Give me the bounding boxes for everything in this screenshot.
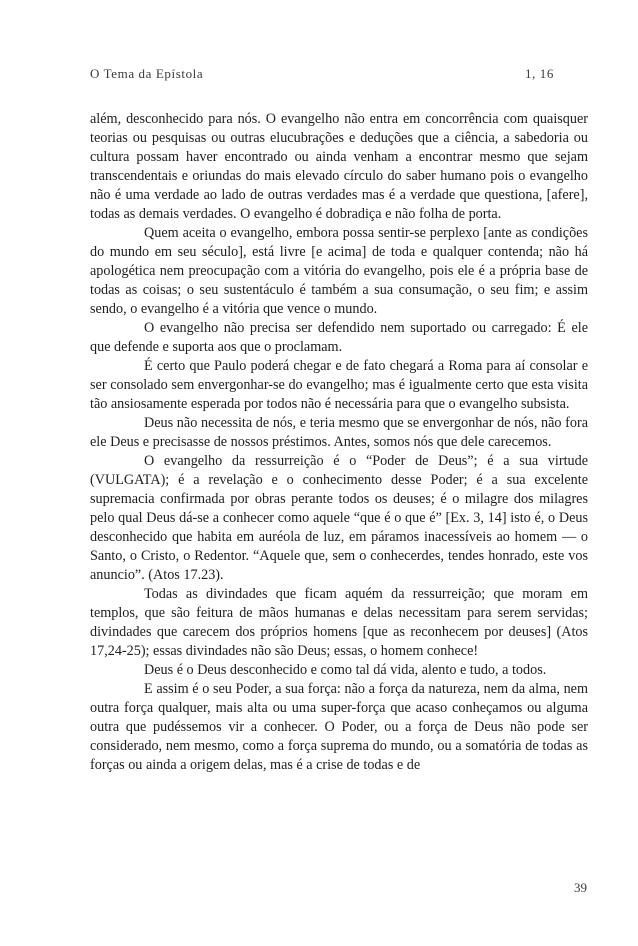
paragraph: O evangelho da ressurreição é o “Poder de Deus”; é a sua virtude (VULGATA); é a revelação e o conhecimento desse Poder; é a sua excelente supremacia confirmada por obras perante todos os deuses; é o milagre dos milagres pelo qual Deus dá-se a conhecer como aquele “que é o que é” [Ex. 3, 14] isto é, o Deus desconhecido que habita em auréola de luz, em páramos inacessíveis ao homem — o Santo, o Cristo, o Redentor. “Aquele que, sem o conhecerdes, tendes honrado, este vos anuncio”. (Atos 17.23).	[90, 453, 588, 583]
paragraph: além, desconhecido para nós. O evangelho não entra em concorrência com quaisquer teorias ou pesquisas ou outras elucubrações e deduções que a ciência, a sabedoria ou cultura possam haver encontrado ou ainda venham a encontrar mesmo que sejam transcendentais e oriundas do mais elevado círculo do saber humano pois o evangelho não é uma verdade ao lado de outras verdades mas é a verdade que questiona, [afere], todas as demais verdades. O evangelho é dobradiça e não folha de porta.	[90, 111, 588, 222]
body-text	[90, 110, 588, 775]
paragraph: Quem aceita o evangelho, embora possa sentir-se perplexo [ante as condições do mundo em seu século], está livre [e acima] de toda e qualquer contenda; não há apologética nem preocupação com a vitória do evangelho, pois ele é a própria base de todas as coisas; o seu sustentáculo é também a sua consumação, o seu fim; e assim sendo, o evangelho é a vitória que vence o mundo.	[90, 225, 588, 317]
paragraph: É certo que Paulo poderá chegar e de fato chegará a Roma para aí consolar e ser consolado sem envergonhar-se do evangelho; mas é igualmente certo que esta visita tão ansiosamente esperada por todos não é necessária para que o evangelho subsista.	[90, 358, 588, 412]
page-number: 39	[574, 880, 587, 895]
running-header	[90, 66, 554, 82]
paragraph: O evangelho não precisa ser defendido nem suportado ou carregado: É ele que defende e suporta aos que o proclamam.	[90, 320, 588, 355]
running-header-reference: 1, 16	[525, 66, 554, 81]
paragraph: Deus é o Deus desconhecido e como tal dá vida, alento e tudo, a todos.	[144, 662, 547, 678]
paragraph: Deus não necessita de nós, e teria mesmo que se envergonhar de nós, não fora ele Deus e precisasse de nossos préstimos. Antes, somos nós que dele carecemos.	[90, 415, 588, 450]
paragraph: Todas as divindades que ficam aquém da ressurreição; que moram em templos, que são feitura de mãos humanas e delas necessitam para serem servidas; divindades que carecem dos próprios homens [que as reconhecem por deuses] (Atos 17,24-25); essas divindades não são Deus; essas, o homem conhece!	[90, 586, 588, 659]
running-header-title: O Tema da Epístola	[90, 66, 204, 81]
paragraph: E assim é o seu Poder, a sua força: não a força da natureza, nem da alma, nem outra força qualquer, mais alta ou uma super-força que acaso conheçamos ou alguma outra que pudéssemos vir a conhecer. O Poder, ou a força de Deus não pode ser considerado, nem mesmo, como a força suprema do mundo, ou a somatória de todas as forças ou ainda a origem delas, mas é a crise de todas e de	[90, 681, 588, 773]
